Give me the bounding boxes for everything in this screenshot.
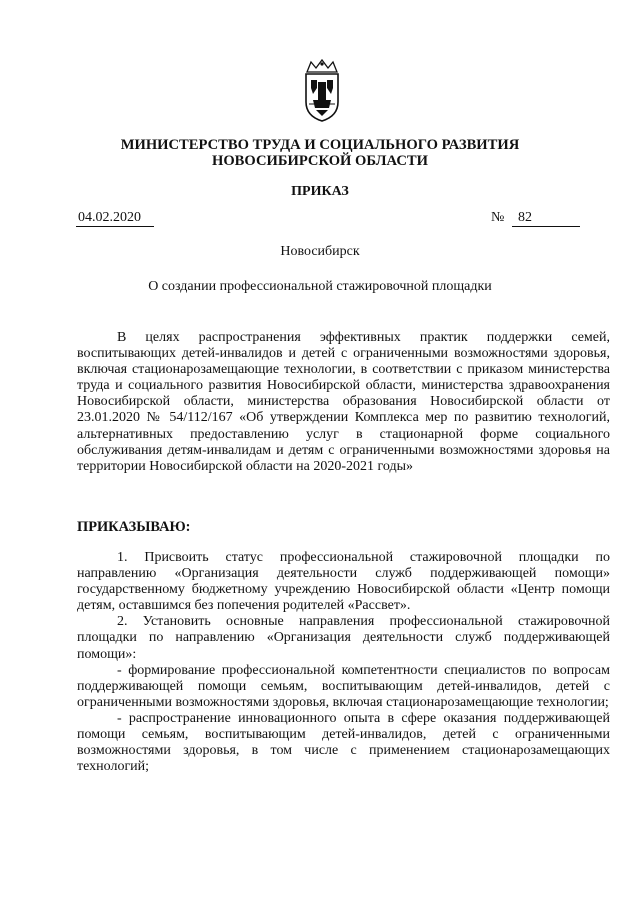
order-heading: ПРИКАЗЫВАЮ: [77,519,191,535]
order-items [77,550,610,775]
document-number: 82 [512,210,580,227]
ministry-title-line1: МИНИСТЕРСТВО ТРУДА И СОЦИАЛЬНОГО РАЗВИТИЯ [120,137,520,153]
order-item: - распространение инновационного опыта в сфере оказания поддерживающей помощи семьям, воспитывающим детей-инвалидов, детей с ограниченными возможностями здоровья, в том числе с применением стационарозамещающих технологий; [77,710,610,775]
document-city: Новосибирск [280,244,360,259]
intro-paragraph-block [77,330,610,475]
order-item: 1. Присвоить статус профессиональной стажировочной площадки по направлению «Организация деятельности служб поддерживающей помощи» государственному бюджетному учреждению Новосибирской области «Центр помощи детям, оставшимся без попечения родителей «Рассвет». [77,550,610,614]
document-subject: О создании профессиональной стажировочной площадки [148,279,492,294]
coat-of-arms-emblem [299,58,345,124]
document-date: 04.02.2020 [76,210,154,227]
order-item: 2. Установить основные направления профессиональной стажировочной площадки по направлению «Организация деятельности служб поддерживающей помощи»: [77,614,610,662]
order-item: - формирование профессиональной компетентности специалистов по вопросам поддерживающей помощи семьям, воспитывающим детей-инвалидов, детей с ограниченными возможностями здоровья, включая стационарозамещающие технологии; [77,662,610,710]
intro-paragraph: В целях распространения эффективных практик поддержки семей, воспитывающих детей-инвалидов и детей с ограниченными возможностями здоровья, включая стационарозамещающие технологии, в соответствии с приказом министерства труда и социального развития Новосибирской области, министерства здравоохранения Новосибирской области, министерства образования Новосибирской области от 23.01.2020 № 54/112/167 «Об утверждении Комплекса мер по развитию технологий, альтернативных предоставлению услуг в стационарной форме социального обслуживания детям-инвалидам и детям с ограниченными возможностями здоровья на территории Новосибирской области на 2020-2021 годы» [77,330,610,474]
document-type: ПРИКАЗ [291,184,349,199]
document-number-label: № [491,210,505,225]
ministry-title-line2: НОВОСИБИРСКОЙ ОБЛАСТИ [211,153,428,169]
